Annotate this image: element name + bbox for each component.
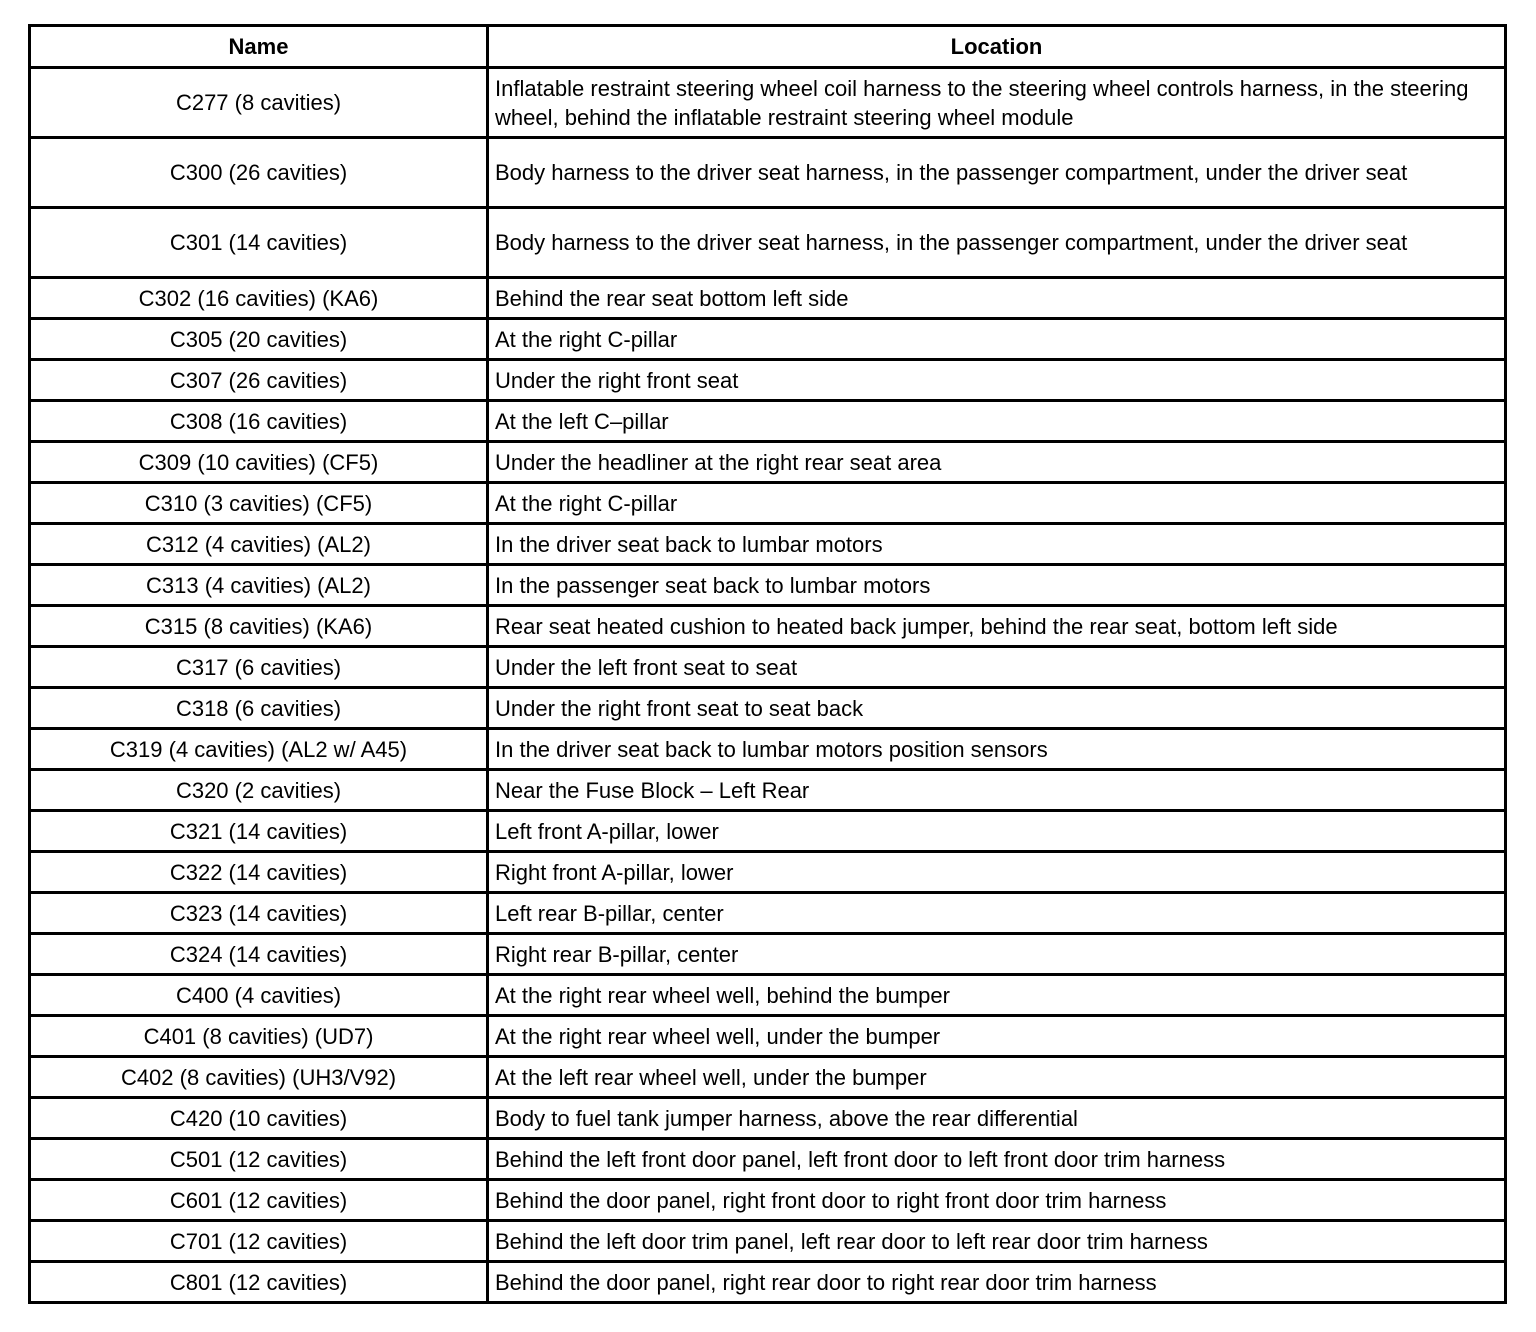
connector-location-cell: Body harness to the driver seat harness, in the passenger compartment, under the driver seat <box>488 208 1506 278</box>
connector-location-cell: Right rear B-pillar, center <box>488 934 1506 975</box>
column-header-name: Name <box>30 26 488 68</box>
table-row <box>30 1139 1506 1180</box>
connector-name-cell: C313 (4 cavities) (AL2) <box>30 565 488 606</box>
table-row <box>30 68 1506 138</box>
connector-name-cell: C305 (20 cavities) <box>30 319 488 360</box>
table-row <box>30 934 1506 975</box>
connector-name-cell: C300 (26 cavities) <box>30 138 488 208</box>
connector-location-cell: Inflatable restraint steering wheel coil harness to the steering wheel controls harness, in the steering wheel, behind the inflatable restraint steering wheel module <box>488 68 1506 138</box>
connector-location-cell: Left front A-pillar, lower <box>488 811 1506 852</box>
connector-name-cell: C312 (4 cavities) (AL2) <box>30 524 488 565</box>
table-header-row <box>30 26 1506 68</box>
table-row <box>30 893 1506 934</box>
table-row <box>30 975 1506 1016</box>
connector-name-cell: C302 (16 cavities) (KA6) <box>30 278 488 319</box>
column-header-location: Location <box>488 26 1506 68</box>
table-row <box>30 1221 1506 1262</box>
table-row <box>30 729 1506 770</box>
table-row <box>30 319 1506 360</box>
connector-location-cell: At the right C-pillar <box>488 483 1506 524</box>
connector-name-cell: C400 (4 cavities) <box>30 975 488 1016</box>
table-row <box>30 606 1506 647</box>
connector-name-cell: C319 (4 cavities) (AL2 w/ A45) <box>30 729 488 770</box>
connector-name-cell: C320 (2 cavities) <box>30 770 488 811</box>
connector-location-cell: Left rear B-pillar, center <box>488 893 1506 934</box>
connector-location-cell: Right front A-pillar, lower <box>488 852 1506 893</box>
table-row <box>30 1098 1506 1139</box>
table-row <box>30 770 1506 811</box>
connector-name-cell: C317 (6 cavities) <box>30 647 488 688</box>
table-row <box>30 208 1506 278</box>
connector-location-cell: At the right C-pillar <box>488 319 1506 360</box>
table-row <box>30 278 1506 319</box>
connector-location-cell: Under the right front seat <box>488 360 1506 401</box>
table-row <box>30 647 1506 688</box>
table-row <box>30 811 1506 852</box>
connector-location-cell: Behind the door panel, right front door to right front door trim harness <box>488 1180 1506 1221</box>
connector-location-cell: Near the Fuse Block – Left Rear <box>488 770 1506 811</box>
connector-name-cell: C501 (12 cavities) <box>30 1139 488 1180</box>
table-row <box>30 442 1506 483</box>
connector-name-cell: C801 (12 cavities) <box>30 1262 488 1303</box>
connector-location-cell: Behind the rear seat bottom left side <box>488 278 1506 319</box>
table-row <box>30 1016 1506 1057</box>
connector-name-cell: C321 (14 cavities) <box>30 811 488 852</box>
connector-name-cell: C309 (10 cavities) (CF5) <box>30 442 488 483</box>
table-row <box>30 1180 1506 1221</box>
connector-location-cell: Behind the left door trim panel, left rear door to left rear door trim harness <box>488 1221 1506 1262</box>
connector-location-cell: At the left rear wheel well, under the bumper <box>488 1057 1506 1098</box>
connector-name-cell: C318 (6 cavities) <box>30 688 488 729</box>
table-row <box>30 483 1506 524</box>
connector-name-cell: C307 (26 cavities) <box>30 360 488 401</box>
table-row <box>30 1262 1506 1303</box>
connector-location-cell: Behind the left front door panel, left front door to left front door trim harness <box>488 1139 1506 1180</box>
connector-name-cell: C420 (10 cavities) <box>30 1098 488 1139</box>
connector-name-cell: C601 (12 cavities) <box>30 1180 488 1221</box>
connector-table-container <box>28 24 1504 1304</box>
connector-location-cell: Rear seat heated cushion to heated back jumper, behind the rear seat, bottom left side <box>488 606 1506 647</box>
connector-location-table <box>28 24 1507 1304</box>
table-row <box>30 401 1506 442</box>
connector-name-cell: C277 (8 cavities) <box>30 68 488 138</box>
connector-name-cell: C324 (14 cavities) <box>30 934 488 975</box>
table-row <box>30 565 1506 606</box>
connector-location-cell: At the left C–pillar <box>488 401 1506 442</box>
connector-location-cell: Under the headliner at the right rear seat area <box>488 442 1506 483</box>
connector-name-cell: C401 (8 cavities) (UD7) <box>30 1016 488 1057</box>
table-row <box>30 688 1506 729</box>
connector-name-cell: C322 (14 cavities) <box>30 852 488 893</box>
connector-location-cell: Body to fuel tank jumper harness, above the rear differential <box>488 1098 1506 1139</box>
table-row <box>30 852 1506 893</box>
table-row <box>30 1057 1506 1098</box>
connector-location-cell: Body harness to the driver seat harness, in the passenger compartment, under the driver seat <box>488 138 1506 208</box>
connector-name-cell: C315 (8 cavities) (KA6) <box>30 606 488 647</box>
connector-location-cell: Behind the door panel, right rear door to right rear door trim harness <box>488 1262 1506 1303</box>
connector-location-cell: In the driver seat back to lumbar motors <box>488 524 1506 565</box>
table-row <box>30 138 1506 208</box>
table-row <box>30 524 1506 565</box>
connector-name-cell: C301 (14 cavities) <box>30 208 488 278</box>
connector-location-cell: At the right rear wheel well, behind the bumper <box>488 975 1506 1016</box>
connector-location-cell: In the driver seat back to lumbar motors position sensors <box>488 729 1506 770</box>
connector-name-cell: C402 (8 cavities) (UH3/V92) <box>30 1057 488 1098</box>
connector-name-cell: C701 (12 cavities) <box>30 1221 488 1262</box>
connector-name-cell: C310 (3 cavities) (CF5) <box>30 483 488 524</box>
connector-name-cell: C323 (14 cavities) <box>30 893 488 934</box>
connector-location-cell: Under the left front seat to seat <box>488 647 1506 688</box>
connector-location-cell: At the right rear wheel well, under the bumper <box>488 1016 1506 1057</box>
table-row <box>30 360 1506 401</box>
connector-location-cell: In the passenger seat back to lumbar motors <box>488 565 1506 606</box>
connector-location-cell: Under the right front seat to seat back <box>488 688 1506 729</box>
connector-name-cell: C308 (16 cavities) <box>30 401 488 442</box>
table-body <box>30 68 1506 1303</box>
